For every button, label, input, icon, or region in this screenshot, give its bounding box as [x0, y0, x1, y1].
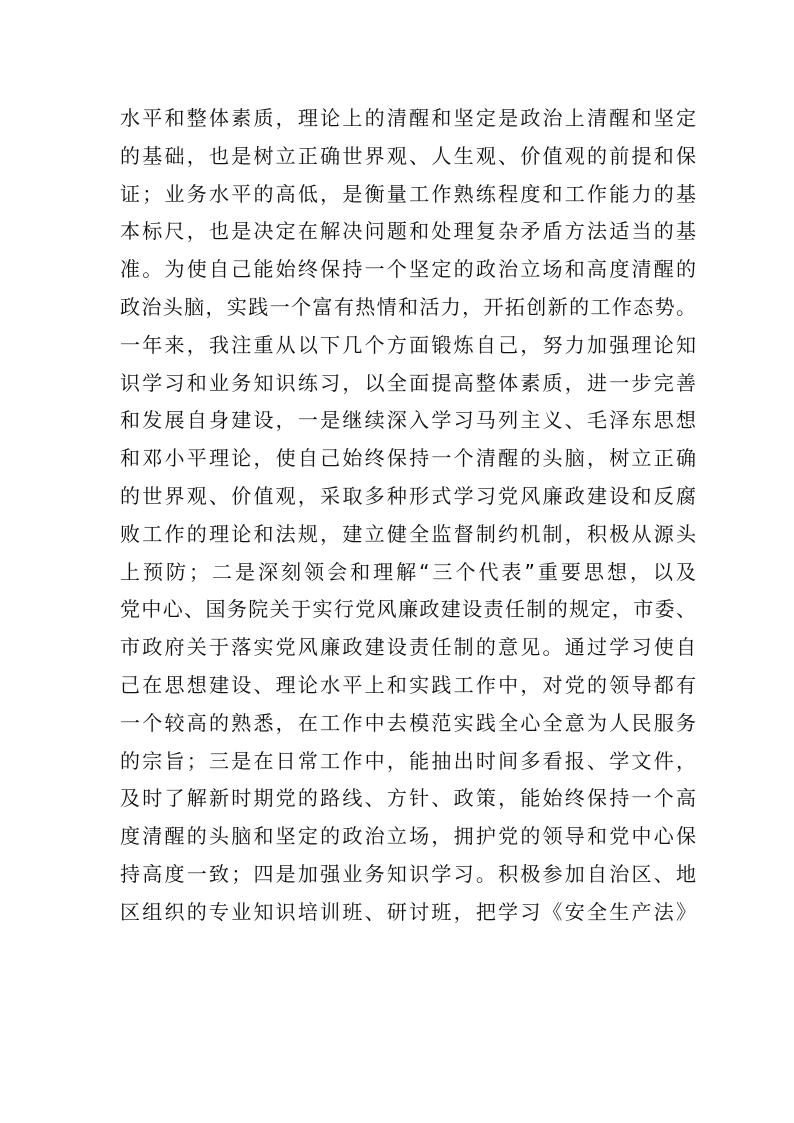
- text-line: 和邓小平理论，使自己始终保持一个清醒的头脑，树立正确: [120, 446, 696, 471]
- text-line: 本标尺，也是决定在解决问题和处理复杂矛盾方法适当的基: [120, 219, 696, 244]
- text-line: 和发展自身建设，一是继续深入学习马列主义、毛泽东思想: [120, 408, 696, 433]
- text-line: 的世界观、价值观，采取多种形式学习党风廉政建设和反腐: [120, 483, 696, 508]
- text-line: 政治头脑，实践一个富有热情和活力，开拓创新的工作态势。: [120, 294, 696, 319]
- text-line: 识学习和业务知识练习，以全面提高整体素质，进一步完善: [120, 370, 696, 395]
- text-line: 的基础，也是树立正确世界观、人生观、价值观的前提和保: [120, 143, 696, 168]
- text-line: 市政府关于落实党风廉政建设责任制的意见。通过学习使自: [120, 635, 696, 660]
- text-line: 度清醒的头脑和坚定的政治立场，拥护党的领导和党中心保: [120, 824, 696, 849]
- text-line: 一个较高的熟悉，在工作中去模范实践全心全意为人民服务: [120, 710, 696, 735]
- text-line: 及时了解新时期党的路线、方针、政策，能始终保持一个高: [120, 786, 696, 811]
- text-line: 持高度一致；四是加强业务知识学习。积极参加自治区、地: [120, 861, 696, 886]
- text-line: 区组织的专业知识培训班、研讨班，把学习《安全生产法》: [120, 899, 696, 924]
- text-line: 党中心、国务院关于实行党风廉政建设责任制的规定，市委、: [120, 597, 696, 622]
- text-line: 败工作的理论和法规，建立健全监督制约机制，积极从源头: [120, 521, 696, 546]
- text-line: 的宗旨；三是在日常工作中，能抽出时间多看报、学文件，: [120, 748, 696, 773]
- text-line: 证；业务水平的高低，是衡量工作熟练程度和工作能力的基: [120, 181, 696, 206]
- text-line: 己在思想建设、理论水平上和实践工作中，对党的领导都有: [120, 672, 696, 697]
- text-line: 水平和整体素质，理论上的清醒和坚定是政治上清醒和坚定: [120, 106, 696, 130]
- body-text: [120, 100, 696, 932]
- text-line: 一年来，我注重从以下几个方面锻炼自己，努力加强理论知: [120, 332, 696, 357]
- text-line: 准。为使自己能始终保持一个坚定的政治立场和高度清醒的: [120, 257, 696, 282]
- text-line: 上预防；二是深刻领会和理解“三个代表”重要思想，以及: [120, 559, 696, 584]
